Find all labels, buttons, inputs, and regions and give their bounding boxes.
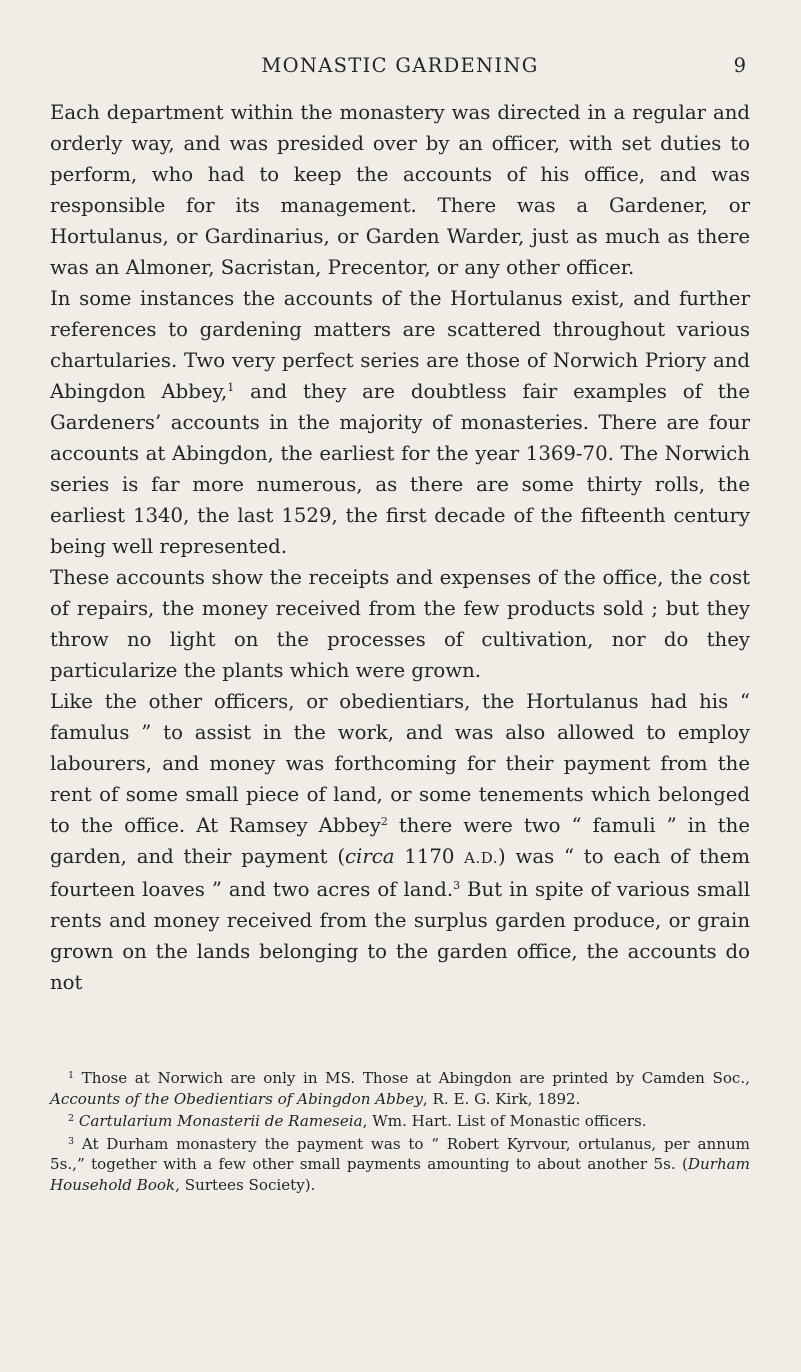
footnote-2 xyxy=(50,1111,750,1132)
paragraph-2-text-a: In some instances the accounts of the Hortulanus exist, and further references to gardening matters are scattered throughout various chartularies. Two very perfect series are those of Norwich Priory and Abingdon Abbey, xyxy=(50,287,750,403)
footnote-2-text-b: , Wm. Hart. List of Monastic officers. xyxy=(362,1112,647,1130)
footnote-ref-2: 2 xyxy=(380,815,388,828)
footnote-1-text-a: Those at Norwich are only in MS. Those at Abingdon are printed by Camden Soc., xyxy=(81,1069,750,1087)
footnote-2-number: 2 xyxy=(68,1113,75,1124)
footnote-ref-1: 1 xyxy=(227,381,235,394)
footnote-1-number: 1 xyxy=(68,1070,75,1081)
paragraph-4-text-c: 1170 xyxy=(394,845,465,868)
footnote-2-title: Cartularium Monasterii de Rameseia xyxy=(78,1112,363,1130)
paragraph-3: These accounts show the receipts and expenses of the office, the cost of repairs, the money received from the few products sold ; but they throw no light on the processes of cultivation, nor do they particularize the plants which were grown. xyxy=(50,566,750,682)
footnote-3-text-b: , Surtees Society). xyxy=(175,1175,316,1194)
footnotes xyxy=(50,1068,750,1197)
footnote-1 xyxy=(50,1068,750,1109)
body-text xyxy=(50,97,750,998)
paragraph-4-text-b: there were two “ famuli ” in the garden, and their payment ( xyxy=(50,814,750,868)
anno-domini: A.D. xyxy=(464,849,499,867)
paragraph-4-text-d: ) was “ to each of them fourteen loaves ” and two acres of land. xyxy=(50,845,750,901)
footnote-3-title: Durham Household Book xyxy=(50,1155,750,1194)
footnote-ref-3: 3 xyxy=(453,879,461,892)
paragraph-4 xyxy=(50,686,750,998)
page-number: 9 xyxy=(733,54,746,77)
circa-italic: circa xyxy=(345,845,395,868)
paragraph-2 xyxy=(50,283,750,562)
running-title: MONASTIC GARDENING xyxy=(261,54,539,77)
footnote-1-title: Accounts of the Obedientiars of Abingdon Abbey xyxy=(50,1089,423,1108)
paragraph-4-text-a: Like the other officers, or obedientiars, the Hortulanus had his “ famulus ” to assist in the work, and was also allowed to employ labourers, and money was forthcoming for their payment from the rent of some small piece of land, or some tenements which belonged to the office. At Ramsey Abbey xyxy=(50,690,750,837)
paragraph-2-text-b: and they are doubtless fair examples of the Gardeners’ accounts in the majority of monasteries. There are four accounts at Abingdon, the earliest for the year 1369-70. The Norwich series is far more numerous, as there are some thirty rolls, the earliest 1340, the last 1529, the first decade of the fifteenth century being well represented. xyxy=(50,380,750,558)
paragraph-1: Each department within the monastery was directed in a regular and orderly way, and was presided over by an officer, with set duties to perform, who had to keep the accounts of his office, and was responsible for its management. There was a Gardener, or Hortulanus, or Gardinarius, or Garden Warder, just as much as there was an Almoner, Sacristan, Precentor, or any other officer. xyxy=(50,101,750,279)
footnote-1-text-b: , R. E. G. Kirk, 1892. xyxy=(422,1089,581,1108)
footnote-3 xyxy=(50,1134,750,1196)
footnote-3-number: 3 xyxy=(68,1135,75,1147)
paragraph-4-text-e: But in spite of various small rents and money received from the surplus garden produce, or grain grown on the lands belonging to the garden office, the accounts do not xyxy=(50,878,750,994)
footnote-3-text-a: At Durham monastery the payment was to “ Robert Kyrvour, ortulanus, per annum 5s.,” together with a few other small payments amounting to about another 5s. ( xyxy=(50,1134,750,1173)
running-head xyxy=(54,54,746,86)
